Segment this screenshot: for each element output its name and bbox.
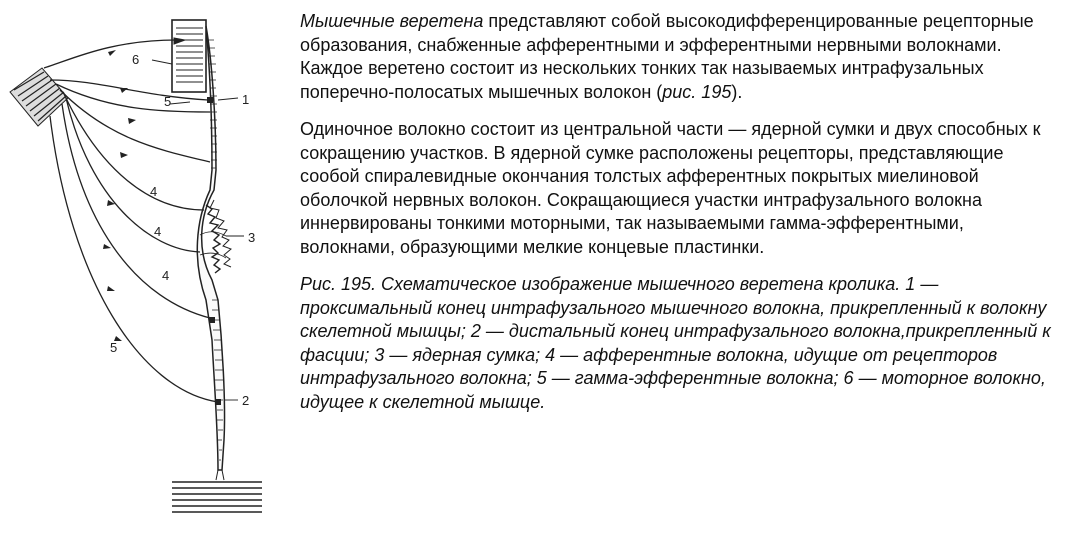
- label-1: 1: [242, 92, 250, 107]
- paragraph-intro: [300, 10, 1060, 104]
- figure-caption: Рис. 195. Схематическое изображение мышечного веретена кролика. 1 — проксимальный конец интрафузального мышечного волокна, прикрепленный к волокну скелетной мышцы; 2 — дистальный конец интрафузального волокна,прикрепленный к фасции; 3 — ядерная сумка; 4 — афферентные волокна, идущие от рецепторов интрафузального волокна; 5 — гамма-эфферентные волокна; 6 — моторное волокно, идущее к скелетной мышце.: [300, 274, 1051, 412]
- fascia: [172, 482, 262, 512]
- label-4c: 4: [162, 268, 170, 283]
- term-muscle-spindles: Мышечные веретена: [300, 11, 484, 31]
- skeletal-muscle-fiber: [172, 20, 206, 92]
- label-4b: 4: [154, 224, 162, 239]
- intrafusal-fiber: [197, 26, 231, 480]
- paragraph-intro-end: ).: [731, 81, 743, 102]
- figure-reference: рис. 195: [662, 81, 732, 102]
- muscle-spindle-figure: [0, 0, 290, 540]
- label-5a: 5: [164, 94, 172, 109]
- nerve-bundle: [10, 68, 68, 126]
- label-6: 6: [132, 52, 140, 67]
- text-column: [300, 10, 1060, 414]
- label-2: 2: [242, 393, 250, 408]
- label-4a: 4: [150, 184, 158, 199]
- paragraph-structure: Одиночное волокно состоит из центральной части — ядерной сумки и двух способных к сокращению участков. В ядерной сумке расположены рецепторы, представляющие сообой спиралевидные окончания толстых афферентных покрытых миелиновой оболочкой нервных волокон. Сокращающиеся участки интрафузального волокна иннервированы тонкими моторными, так называемыми гамма-эфферентными, волокнами, образующими мелкие концевые пластинки.: [300, 119, 1041, 257]
- paragraph-intro-body: представляют собой высокодифференцированные рецепторные образования, снабженные афферентными и эфферентными нервными волокнами. Каждое веретено состоит из нескольких тонких так называемых интрафузальных поперечно-полосатых мышечных волокон (: [300, 11, 1034, 102]
- label-5b: 5: [110, 340, 118, 355]
- arrowheads: [103, 50, 136, 341]
- nerve-fibers: [44, 40, 218, 402]
- label-3: 3: [248, 230, 256, 245]
